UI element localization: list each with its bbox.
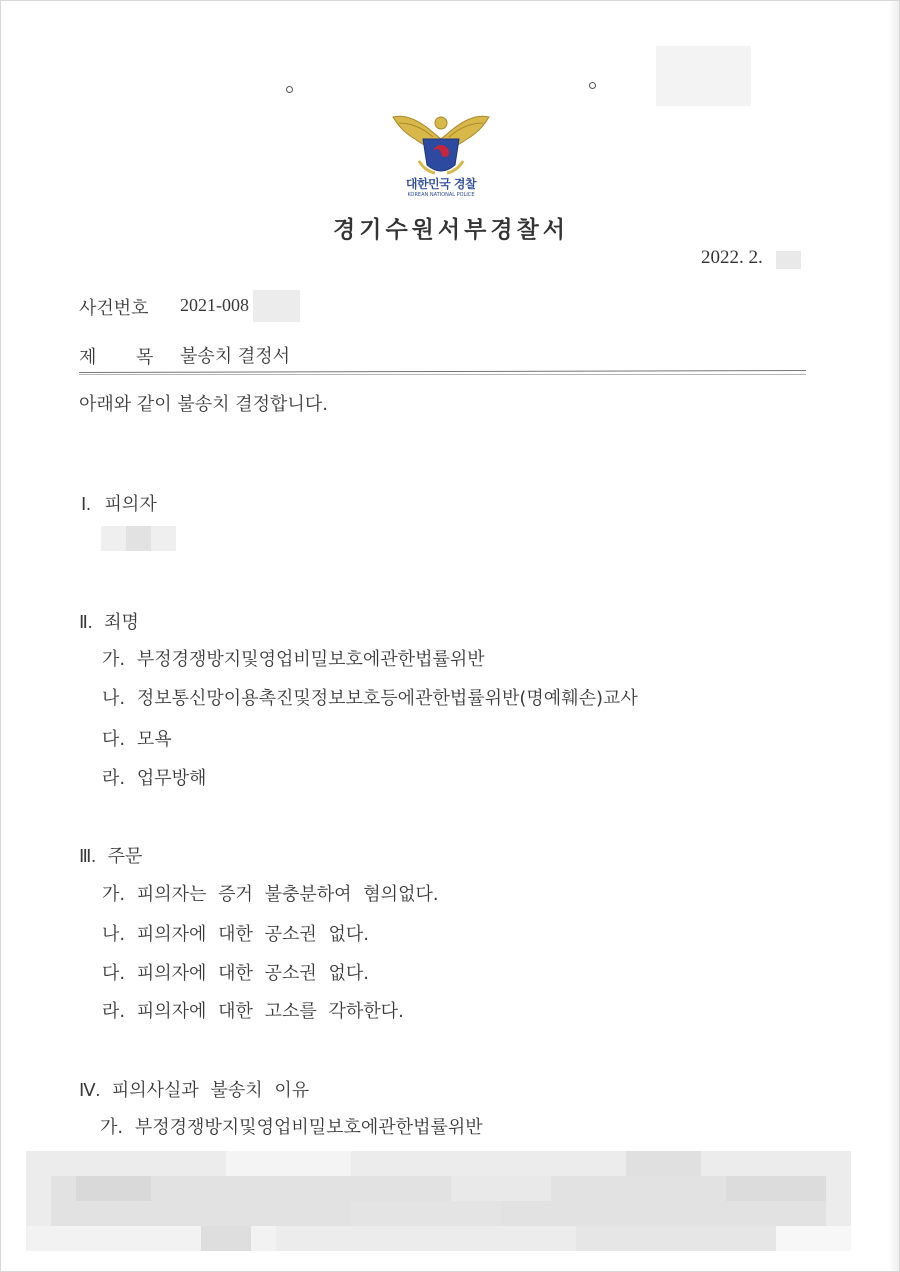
item-text: 부정경쟁방지및영업비밀보호에관한법률위반 (134, 1117, 483, 1138)
section-2-item (102, 725, 172, 751)
section-1-title: 피의자 (104, 494, 157, 515)
section-1-number: Ⅰ. (81, 494, 91, 514)
section-2-title: 죄명 (104, 612, 139, 633)
redacted-case-suffix (253, 290, 300, 322)
header-divider-shadow (79, 374, 806, 375)
section-2-item (102, 764, 206, 790)
item-text: 피의자에 대한 공소권 없다. (136, 924, 370, 945)
redacted-suspect-name-part (126, 526, 151, 551)
item-mark: 가. (100, 1117, 124, 1138)
office-title: 경기수원서부경찰서 (333, 216, 569, 243)
section-3-number: Ⅲ. (79, 846, 96, 866)
case-number-value: 2021-008 (180, 295, 249, 315)
item-text: 피의자에 대한 고소를 각하한다. (136, 1001, 404, 1022)
logo-english-text: KOREAN NATIONAL POLICE (407, 192, 475, 198)
section-2-item (102, 645, 485, 671)
intro-sentence: 아래와 같이 불송치 결정합니다. (79, 394, 328, 415)
item-mark: 다. (102, 729, 126, 750)
section-4-heading (79, 1076, 309, 1102)
item-text: 부정경쟁방지및영업비밀보호에관한법률위반 (136, 649, 485, 670)
case-number-label: 사건번호 (79, 298, 149, 319)
section-2-heading (79, 608, 139, 634)
section-2-number: Ⅱ. (79, 612, 93, 632)
section-4-title: 피의사실과 불송치 이유 (111, 1080, 310, 1101)
section-3-item (102, 880, 439, 906)
subject-label-1: 제 (79, 347, 97, 368)
item-mark: 가. (102, 884, 126, 905)
item-text: 피의자에 대한 공소권 없다. (136, 963, 370, 984)
item-mark: 나. (102, 688, 126, 709)
item-text: 피의자는 증거 불충분하여 혐의없다. (136, 884, 439, 905)
logo-korean-text: 대한민국 경찰 (405, 177, 477, 191)
date-text: 2022. 2. (701, 247, 763, 268)
section-4-number: Ⅳ. (79, 1080, 101, 1100)
item-mark: 가. (102, 649, 126, 670)
redacted-stamp (656, 46, 751, 106)
header-divider (79, 370, 806, 373)
item-mark: 다. (102, 963, 126, 984)
item-mark: 라. (102, 1001, 126, 1022)
redacted-date-day (776, 251, 801, 269)
subject-label-2: 목 (136, 347, 154, 368)
punch-dot-right (589, 82, 596, 89)
section-2-item (102, 684, 638, 710)
item-text: 모욕 (136, 729, 172, 750)
section-1-heading (81, 490, 157, 516)
section-3-title: 주문 (107, 846, 143, 867)
section-3-item (102, 920, 369, 946)
item-text: 업무방해 (136, 768, 207, 789)
item-text: 정보통신망이용촉진및정보보호등에관한법률위반(명예훼손)교사 (136, 688, 638, 709)
section-3-item (102, 997, 404, 1023)
section-3-item (102, 959, 369, 985)
item-mark: 나. (102, 924, 126, 945)
section-3-heading (79, 842, 142, 868)
document-date (701, 247, 763, 269)
item-mark: 라. (102, 768, 126, 789)
punch-dot-left (286, 86, 293, 93)
page-edge-shadow (889, 1, 899, 1271)
redacted-pixel-block (26, 1151, 851, 1251)
section-4-item (100, 1113, 483, 1139)
subject-value: 불송치 결정서 (180, 346, 291, 367)
